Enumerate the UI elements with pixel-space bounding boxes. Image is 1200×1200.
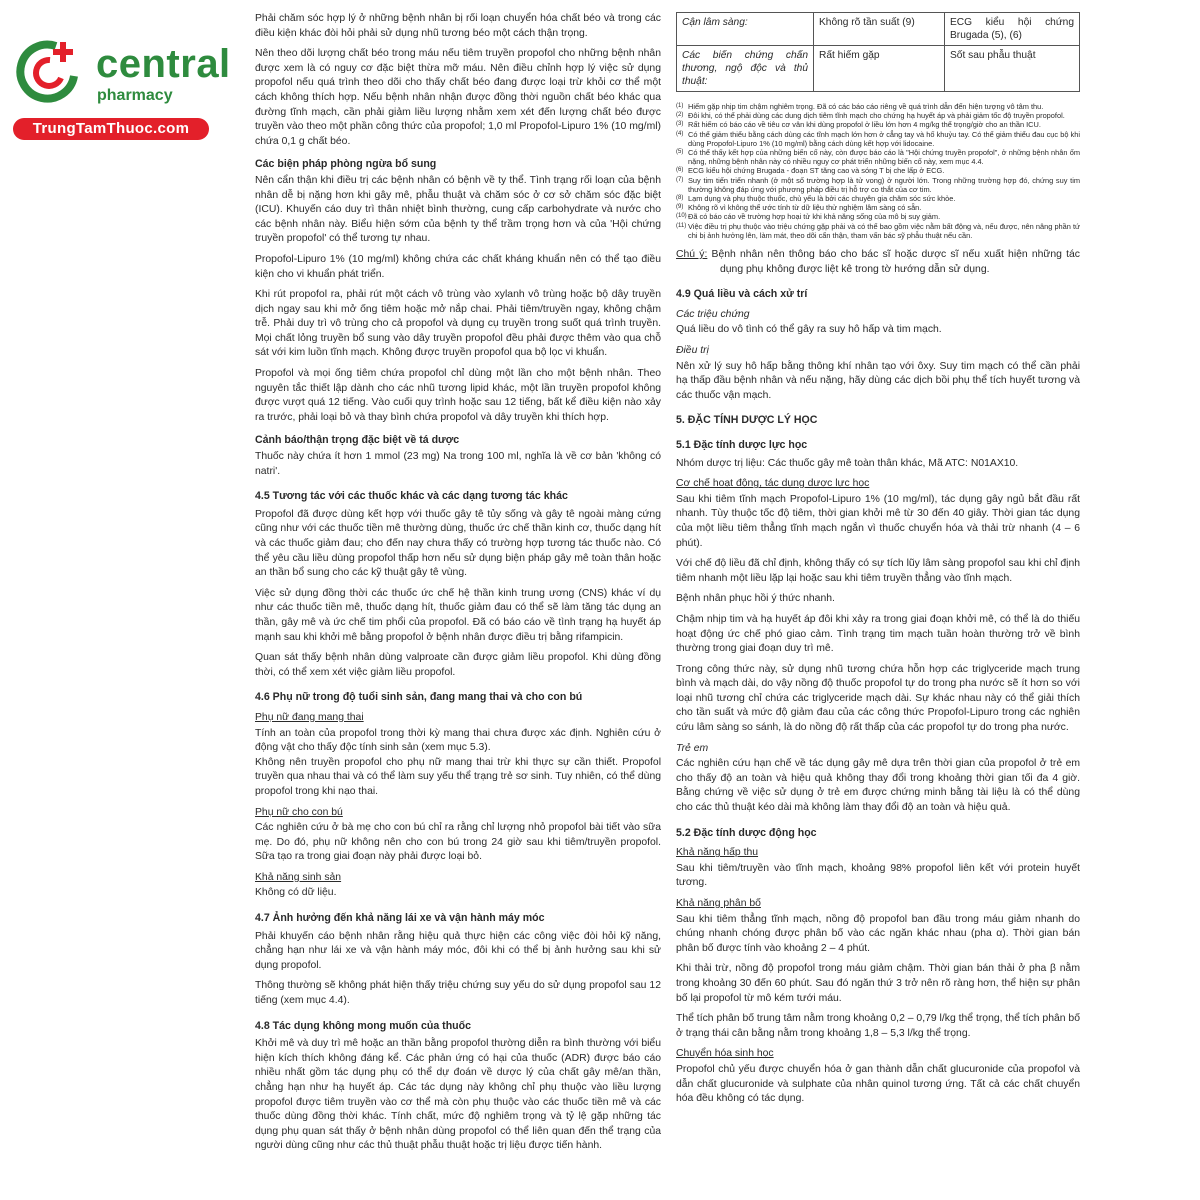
section-heading-5-1: 5.1 Đặc tính dược lực học (676, 438, 808, 451)
adverse-effects-table (676, 12, 1080, 92)
footnote-number: (7) (676, 176, 684, 183)
paragraph: Nhóm dược trị liệu: Các thuốc gây mê toàn thân khác, Mã ATC: N01AX10. (676, 457, 1019, 469)
footnote-number: (1) (676, 103, 684, 109)
table-cell: ECG kiểu hội chứng Brugada (5), (6) (945, 13, 1080, 46)
footnotes (676, 102, 1080, 240)
footnote-text: Việc điều trị phụ thuộc vào triệu chứng gặp phải và có thể bao gồm việc nằm bất động và, nếu được, nên nâng phần tứ chi bị ảnh hưởng lên, làm mát, theo dõi cẩn thận, tham vấn bác sỹ phẫu thuật nếu cần. (688, 221, 1080, 240)
paragraph: Nên xử lý suy hô hấp bằng thông khí nhân tạo với ôxy. Suy tim mạch có thể cần phải hạ thấp đầu bệnh nhân và nếu nặng, hãy dùng các dịch bồi phụ thể tích huyết tương và các thuốc vận mạch. (676, 360, 1080, 401)
subheading-absorption: Khả năng hấp thu (676, 847, 759, 859)
paragraph: Với chế độ liều đã chỉ định, không thấy có sự tích lũy lâm sàng propofol sau khi chỉ định tiêm nhanh một liều lặp lại hoặc sau khi tiêm truyền thẳng vào tĩnh mạch. (676, 558, 1080, 584)
left-column (255, 12, 661, 1160)
paragraph: Việc sử dụng đồng thời các thuốc ức chế hệ thần kinh trung ương (CNS) khác ví dụ như các thuốc tiền mê, thuốc dạng hít, thuốc giảm đau có thể sẽ làm tăng tác dụng an thần, gây mê và ức chế tim phổi của propofol. Đã có báo cáo về tình trạng hạ huyết áp mạnh sau khi khởi mê bằng propofol ở bệnh nhân được điều trị bằng rifampicin. (255, 587, 661, 643)
subheading-metabolism: Chuyển hóa sinh học (676, 1048, 774, 1060)
paragraph: Các nghiên cứu ở bà mẹ cho con bú chỉ ra rằng chỉ lượng nhỏ propofol bài tiết vào sữa mẹ. Do đó, phụ nữ không nên cho con bú trong 24 giờ sau khi tiêm/truyền propofol. Sữa tạo ra trong giai đoạn này phải được loại bỏ. (255, 822, 661, 863)
logo-brand-text: central (96, 42, 231, 86)
paragraph: Chậm nhịp tim và hạ huyết áp đôi khi xảy ra trong giai đoạn khởi mê, có thể là do thiếu hoạt động ức chế phó giao cảm. Tình trạng tim mạch tuần hoàn thường trở về bình thường trong giai đoạn duy trì mê. (676, 613, 1080, 655)
table-cell: Các biến chứng chấn thương, ngộ độc và thủ thuật: (677, 46, 814, 92)
section-heading-4-8: 4.8 Tác dụng không mong muốn của thuốc (255, 1019, 471, 1032)
paragraph: Thể tích phân bố trung tâm nằm trong khoảng 0,2 – 0,79 l/kg thể trọng, thể tích phân bố ở trạng thái cân bằng nằm trong khoảng 1,8 – 5,3 l/kg thể trọng. (676, 1013, 1080, 1039)
table-row (677, 13, 1080, 46)
footnote (676, 148, 1080, 166)
table-row (677, 46, 1080, 92)
footnote (676, 111, 1080, 120)
footnote (676, 102, 1080, 111)
note-label: Chú ý: (676, 249, 708, 261)
subheading-children: Trẻ em (676, 742, 709, 754)
footnote-number: (10) (676, 213, 687, 220)
section-heading-5: 5. ĐẶC TÍNH DƯỢC LÝ HỌC (676, 414, 818, 427)
paragraph: Phải chăm sóc hợp lý ở những bệnh nhân bị rối loạn chuyển hóa chất béo và trong các điều kiện khác đòi hỏi phải sử dụng nhũ tương béo một cách thận trọng. (255, 13, 661, 39)
section-heading-4-7: 4.7 Ảnh hưởng đến khả năng lái xe và vận hành máy móc (255, 912, 545, 925)
paragraph: Không nên truyền propofol cho phụ nữ mang thai trừ khi thực sự cần thiết. Propofol truyền qua nhau thai và có thể làm suy yếu thể trạng trẻ sơ sinh. Tuy nhiên, có thể dùng propofol trong khi nạo thai. (255, 756, 661, 797)
subheading-breastfeeding: Phụ nữ cho con bú (255, 806, 343, 818)
paragraph: Propofol và mọi ống tiêm chứa propofol chỉ dùng một lần cho một bệnh nhân. Theo nguyên tắc thiết lập dành cho các nhũ tương lipid khác, một lần truyền propofol không được vượt quá 12 tiếng. Vào cuối quy trình hoặc sau 12 tiếng, bất kể điều kiện nào xảy ra trước, phải loại bỏ và thay bình chứa propofol và dây truyền khi thích hợp. (255, 368, 661, 423)
paragraph: Không có dữ liệu. (255, 887, 337, 899)
footnote (676, 222, 1080, 240)
footnote-text: Có thể thấy kết hợp của những biến cố này, còn được báo cáo là "Hội chứng truyền propofol", ở những bệnh nhân ốm nặng, những bệnh nhân này có nhiều nguy cơ phát triển những biến cố này, xem mục 4.4. (688, 148, 1080, 167)
footnote-number: (9) (676, 204, 684, 211)
footnote-text: Suy tim tiến triển nhanh (ở một số trường hợp là tử vong) ở người lớn. Trong những trường hợp đó, chứng suy tim thường không đáp ứng với phương pháp điều trị hỗ trợ co thắt của cơ tim. (688, 175, 1080, 194)
paragraph: Bệnh nhân phục hồi ý thức nhanh. (676, 593, 835, 605)
footnote (676, 212, 1080, 221)
paragraph: Thông thường sẽ không phát hiện thấy triệu chứng suy yếu do sử dụng propofol sau 12 tiếng (xem mục 4.4). (255, 980, 661, 1007)
paragraph: Tính an toàn của propofol trong thời kỳ mang thai chưa được xác định. Nghiên cứu ở động vật cho thấy độc tính sinh sản (xem mục 5.3). (255, 727, 661, 754)
footnote-text: Lạm dụng và phụ thuộc thuốc, chủ yếu là bởi các chuyên gia chăm sóc sức khỏe. (688, 194, 956, 204)
paragraph: Sau khi tiêm tĩnh mạch Propofol-Lipuro 1% (10 mg/ml), tác dụng gây ngủ bắt đầu rất nhanh. Tùy thuộc tốc độ tiêm, thời gian khởi mê từ 30 đến 40 giây. Thời gian tác dụng của một liều tiêm thẳng tĩnh mạch ngắn vì thuốc chuyển hóa và thải trừ nhanh (4 – 6 phút). (676, 493, 1080, 549)
paragraph: Khi thải trừ, nồng độ propofol trong máu giảm chậm. Thời gian bán thải ở pha β nằm trong khoảng 30 đến 60 phút. Sau đó ngăn thứ 3 trở nên rõ ràng hơn, thể hiện sự phân bố lại propofol từ mô kém tưới máu. (676, 963, 1080, 1004)
footnote (676, 203, 1080, 212)
footnote (676, 166, 1080, 175)
subheading-symptoms: Các triệu chứng (676, 308, 750, 320)
paragraph: Propofol chủ yếu được chuyển hóa ở gan thành dẫn chất glucuronide của propofol và dẫn chất glucuronide và sulphate của nhân quinol tương ứng. Tất cả các chất chuyển hóa đều không có tác dụng. (676, 1063, 1080, 1105)
footnote-text: Đã có báo cáo về trường hợp hoại tử khi khả năng sống của mô bị suy giảm. (688, 212, 941, 222)
footnote-number: (11) (676, 222, 687, 229)
subheading-mechanism: Cơ chế hoạt động, tác dụng dược lực học (676, 478, 870, 490)
paragraph: Propofol-Lipuro 1% (10 mg/ml) không chứa các chất kháng khuẩn nên có thể tạo điều kiện cho vi khuẩn phát triển. (255, 253, 661, 280)
paragraph: Phải khuyến cáo bệnh nhân rằng hiệu quả thực hiện các công việc đòi hỏi kỹ năng, chẳng hạn như lái xe và vận hành máy móc, đôi khi có thể bị ảnh hưởng sau khi sử dụng propofol. (255, 930, 661, 971)
section-heading: Các biện pháp phòng ngừa bổ sung (255, 158, 437, 171)
footnote (676, 176, 1080, 194)
paragraph: Nên theo dõi lượng chất béo trong máu nếu tiêm truyền propofol cho những bệnh nhân được xem là có nguy cơ đặc biệt thừa mỡ máu. Nên điều chỉnh hợp lý việc sử dụng propofol nếu quá trình theo dõi cho thấy chất béo đang được loại trừ khỏi cơ thể một cách không thích hợp. Nếu bệnh nhân nhận được đồng thời nguồn chất béo khác qua đường tĩnh mạch, cần phải giảm liều lượng nhằm xem xét đến lượng chất béo được truyền vào theo một phần công thức của propofol; 1,0 ml Propofol-Lipuro 1% (10 mg/ml) chứa 0,1 g chất béo. (255, 48, 661, 147)
paragraph: Thuốc này chứa ít hơn 1 mmol (23 mg) Na trong 100 ml, nghĩa là về cơ bản 'không có natri'. (255, 451, 661, 477)
central-pharmacy-logo-icon (16, 40, 80, 104)
logo-sub-text: pharmacy (97, 87, 173, 104)
subheading-fertility: Khả năng sinh sản (255, 871, 342, 883)
note-paragraph (676, 248, 1080, 277)
subheading-pregnancy: Phụ nữ đang mang thai (255, 711, 364, 723)
paragraph: Các nghiên cứu hạn chế về tác dụng gây mê dựa trên thời gian của propofol ở trẻ em cho thấy độ an toàn và hiệu quả không thay đổi trong khoảng thời gian tối đa 4 giờ. Bằng chứng về việc sử dụng ở trẻ em được chứng minh bằng tài liệu là có thể dùng cho các thủ thuật kéo dài mà không làm thay đổi độ an toàn và hiệu quả. (676, 758, 1080, 814)
footnote-number: (6) (676, 167, 684, 174)
paragraph: Quá liều do vô tình có thể gây ra suy hô hấp và tim mạch. (676, 324, 942, 336)
section-heading-4-9: 4.9 Quá liều và cách xử trí (676, 288, 808, 301)
footnote-number: (8) (676, 195, 684, 202)
footnote-text: Đôi khi, có thể phải dùng các dung dịch tiêm tĩnh mạch cho chứng hạ huyết áp và phải giảm tốc độ truyền propofol. (688, 111, 1065, 121)
table-cell: Cận lâm sàng: (677, 13, 814, 46)
footnote (676, 120, 1080, 129)
footnote-text: Rất hiếm có báo cáo về tiêu cơ vân khi dùng propofol ở liều lớn hơn 4 mg/kg thể trọng/giờ cho an thần ICU. (688, 120, 1041, 130)
footnote-text: Có thể giảm thiểu bằng cách dùng các tĩnh mạch lớn hơn ở cẳng tay và hố khuỷu tay. Có thể giảm thiểu đau cục bộ khi dùng Propofol-Lipuro 1% (10 mg/ml) bằng cách dùng kết hợp với lidocaine. (688, 129, 1080, 148)
paragraph: Trong công thức này, sử dụng nhũ tương chứa hỗn hợp các triglyceride mạch trung bình và mạch dài, do vậy nồng độ thuốc propofol tự do trong pha nước sẽ ít hơn so với loại nhũ tương chỉ chứa các triglyceride mạch dài. Sự khác nhau này có thể giải thích cho tần suất và mức độ giảm đau của các công thức Propofol-Lipuro trong các nghiên cứu lâm sàng so sánh, là do nồng độ rất thấp của các propofol tự do trong pha nước. (676, 663, 1080, 734)
table-cell: Không rõ tần suất (9) (814, 13, 945, 46)
paragraph: Propofol đã được dùng kết hợp với thuốc gây tê tủy sống và gây tê ngoài màng cứng cũng như với các thuốc tiền mê thường dùng, thuốc ức chế thần kinh cơ, thuốc dạng hít và các thuốc giảm đau; cho đến nay chưa thấy có trường hợp tương tác thuốc nào. Có thể yêu cầu liều dùng propofol thấp hơn nếu sử dụng biện pháp gây mê toàn thân hoặc an thần bổ sung cho các kỹ thuật gây tê vùng. (255, 508, 661, 579)
note-text: Bệnh nhân nên thông báo cho bác sĩ hoặc dược sĩ nếu xuất hiện những tác dụng phụ không được liệt kê trong tờ hướng dẫn sử dụng. (707, 249, 1080, 275)
footnote-text: ECG kiểu hội chứng Brugada - đoạn ST tăng cao và sóng T bị che lấp ở ECG. (688, 166, 945, 176)
paragraph: Nên cẩn thận khi điều trị các bệnh nhân có bệnh về ty thể. Tình trạng rối loạn của bệnh nhân dễ bị nặng hơn khi gây mê, phẫu thuật và chăm sóc ở cơ sở chăm sóc đặc biệt (ICU). Khuyến cáo duy trì thân nhiệt bình thường, cung cấp carbohydrate và nước cho các bệnh nhân này. Biểu hiện sớm của bệnh ty thể trầm trọng hơn và của 'Hội chứng truyền propofol' có thể tương tự nhau. (255, 174, 661, 245)
footnote-number: (3) (676, 121, 684, 128)
paragraph: Quan sát thấy bệnh nhân dùng valproate cần được giảm liều propofol. Khi dùng đồng thời, có thể xem xét việc giảm liều propofol. (255, 652, 661, 678)
subheading-treatment: Điều trị (676, 345, 709, 357)
paragraph: Sau khi tiêm thẳng tĩnh mạch, nồng độ propofol ban đầu trong máu giảm nhanh do chúng nhanh chóng được phân bố vào các ngăn khác nhau (pha α). Thời gian bán phân bố được tính vào khoảng 2 – 4 phút. (676, 913, 1080, 954)
paragraph: Khởi mê và duy trì mê hoặc an thần bằng propofol thường diễn ra bình thường với biểu hiện kích thích không đáng kể. Các phản ứng có hại của thuốc (ADR) được báo cáo nhiều nhất gồm tác dụng phụ có thể dự đoán về dược lý của chất gây mê/an thần, chẳng hạn như hạ huyết áp. Các tác dụng này không chỉ phụ thuộc vào liều lượng propofol được tiêm truyền vào cơ thể mà còn phụ thuộc vào các thuốc tiền mê và các thuốc dùng đồng thời khác. Tính chất, mức độ nghiêm trọng và tỷ lệ gặp những tác dụng phụ quan sát thấy ở bệnh nhân dùng propofol có thể liên quan đến thể trạng của người dùng cũng như các thủ thuật phẫu thuật hoặc trị liệu được tiến hành. (255, 1038, 661, 1152)
footnote-number: (5) (676, 149, 684, 156)
subheading-distribution: Khả năng phân bố (676, 898, 761, 910)
table-cell: Sốt sau phẫu thuật (945, 46, 1080, 92)
paragraph: Khi rút propofol ra, phải rút một cách vô trùng vào xylanh vô trùng hoặc bộ dây truyền dịch ngay sau khi mở ống tiêm hoặc mở nắp chai. Phải tiêm/truyền ngay, không chậm trễ. Phải duy trì vô trùng cho cả propofol và dụng cụ truyền trong suốt quá trình truyền. Mọi chất lỏng truyền bổ sung vào dây truyền propofol đều phải được thêm vào qua chỗ sát với kim luồn tĩnh mạch. Không được truyền propofol qua bộ lọc vi khuẩn. (255, 289, 661, 359)
section-heading: Cảnh báo/thận trọng đặc biệt về tá dược (255, 434, 460, 447)
footnote-text: Hiếm gặp nhịp tim chậm nghiêm trọng. Đã có các báo cáo riêng về quá trình dẫn đến hiện tượng vô tâm thu. (688, 102, 1044, 111)
table-cell: Rất hiếm gặp (814, 46, 945, 92)
paragraph: Sau khi tiêm/truyền vào tĩnh mạch, khoảng 98% propofol liên kết với protein huyết tương. (676, 862, 1080, 889)
pharmacy-logo (8, 30, 231, 140)
footnote (676, 130, 1080, 148)
section-heading-4-6: 4.6 Phụ nữ trong độ tuổi sinh sản, đang mang thai và cho con bú (255, 691, 583, 704)
footnote (676, 194, 1080, 203)
footnote-number: (4) (676, 130, 684, 137)
section-heading-5-2: 5.2 Đặc tính dược động học (676, 826, 817, 839)
site-url-badge[interactable]: TrungTamThuoc.com (13, 118, 209, 140)
footnote-number: (2) (676, 112, 684, 119)
section-heading-4-5: 4.5 Tương tác với các thuốc khác và các dạng tương tác khác (255, 490, 568, 503)
footnote-text: Không rõ vì không thể ước tính từ dữ liệu thử nghiệm lâm sàng có sẵn. (688, 203, 922, 213)
right-column (676, 12, 1080, 1113)
